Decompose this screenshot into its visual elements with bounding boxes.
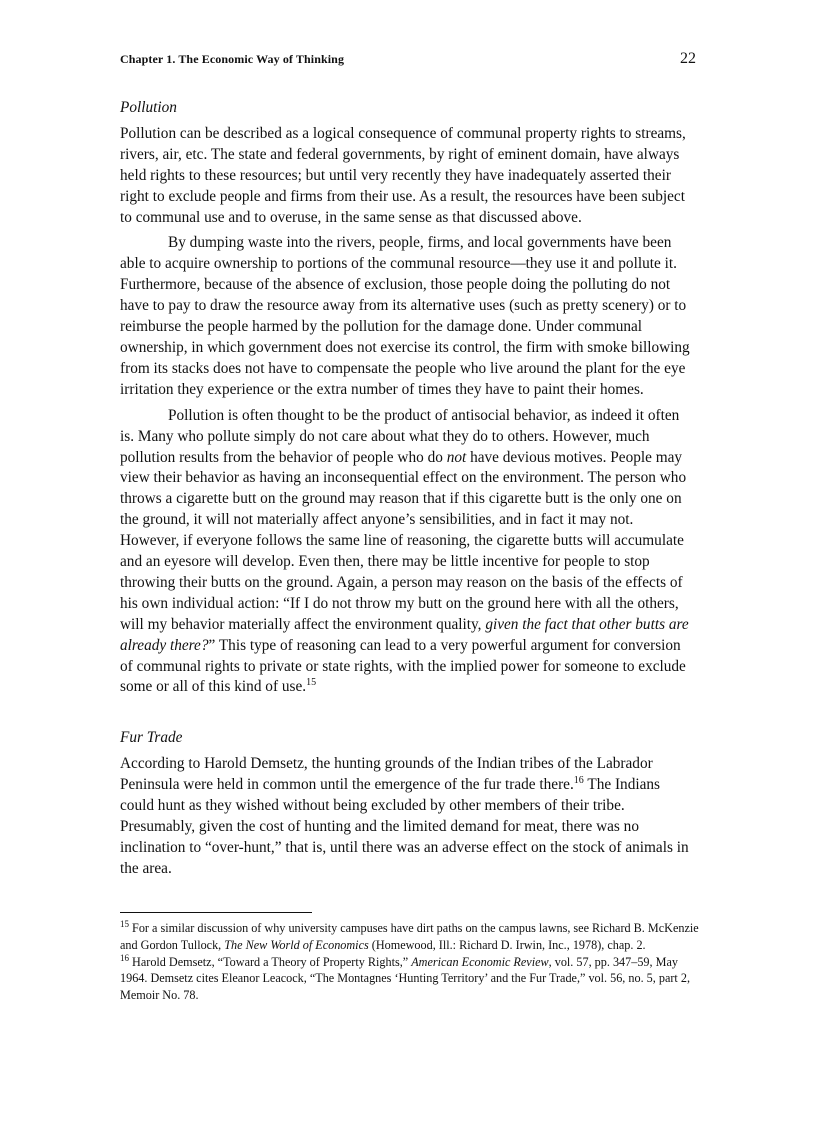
footnote-16 (120, 954, 700, 1004)
footnotes (120, 920, 700, 1004)
chapter-title: Chapter 1. The Economic Way of Thinking (120, 52, 345, 66)
paragraph-text: Pollution is often thought to be the product of antisocial behavior, as indeed it often is. Many who pollute simply do not care about what they do to others. However, much pollution results from the behavior of people who do (120, 406, 680, 466)
footnote-title: American Economic Review (411, 954, 549, 969)
emphasis-text: not (446, 448, 467, 466)
footnote-ref-16[interactable]: 16 (573, 775, 584, 787)
section-heading-pollution: Pollution (120, 99, 177, 116)
section-heading-fur-trade: Fur Trade (120, 729, 183, 747)
running-header (120, 52, 696, 72)
paragraph-text: The Indians could hunt as they wished without being excluded by other members of their tribe. Presumably, given the cost of hunting and the limited demand for meat, there was no inclination to “over-hunt,” that is, until there was an adverse effect on the stock of animals in the area. (120, 776, 689, 877)
footnote-text: Harold Demsetz, “Toward a Theory of Property Rights,” (129, 954, 412, 969)
paragraph-text: According to Harold Demsetz, the hunting grounds of the Indian tribes of the Labrador Peninsula were held in common until the emergence of the fur trade there. (120, 755, 653, 794)
paragraph-text: have devious motives. People may view their behavior as having an inconsequential effect on the environment. The person who throws a cigarette butt on the ground may reason that if this cigarette butt is the only one on the ground, it will not materially affect anyone’s sensibilities, and in fact it may not. However, if everyone follows the same line of reasoning, the cigarette butts will accumulate and an eyesore will develop. Even then, there may be little incentive for people to stop throwing their butts on the ground. Again, a person may reason on the basis of the effects of his own individual action: “If I do not throw my butt on the ground here with all the others, will my behavior materially affect the environment quality, (120, 448, 687, 633)
paragraph-pollution-2: By dumping waste into the rivers, people, firms, and local governments have been able to acquire ownership to portions of the communal resource—they use it and pollute it. Furthermore, because of the absence of exclusion, those people doing the polluting do not have to pay to draw the resource away from its alternative uses (such as pretty scenery) or to reimburse the people harmed by the pollution for the damage done. Under communal ownership, in which government does not exercise its control, the firm with smoke billowing from its stacks does not have to compensate the people who live around the plant for the eye irritation they experience or the extra number of times they have to paint their homes. (120, 234, 690, 398)
page-number: 22 (680, 50, 696, 67)
paragraph-text: ” This type of reasoning can lead to a very powerful argument for conversion of communal rights to private or state rights, with the implied power for someone to exclude some or all of this kind of use. (120, 636, 686, 696)
footnote-text: (Homewood, Ill.: Richard D. Irwin, Inc., 1978), chap. 2. (368, 937, 646, 952)
footnote-number: 16 (120, 952, 129, 963)
footnote-ref-15[interactable]: 15 (306, 677, 317, 689)
emphasis-text: given the fact that other butts are already there? (120, 615, 689, 654)
body-text (120, 98, 696, 881)
footnote-text: , vol. 57, pp. 347–59, May 1964. Demsetz cites Eleanor Leacock, “The Montagnes ‘Hunting Territory’ and the Fur Trade,” vol. 56, no. 5, part 2, Memoir No. 78. (120, 954, 691, 1003)
footnote-number: 15 (120, 919, 129, 929)
footnote-divider (120, 912, 312, 913)
paragraph-pollution-1: Pollution can be described as a logical consequence of communal property rights to streams, rivers, air, etc. The state and federal governments, by right of eminent domain, have always held rights to these resources; but until very recently they have inadequately asserted their right to exclude people and firms from their use. As a result, the resources have been subject to communal use and to overuse, in the same sense as that discussed above. (120, 124, 686, 226)
footnote-text: For a similar discussion of why university campuses have dirt paths on the campus lawns, see Richard B. McKenzie and Gordon Tullock, (120, 921, 699, 952)
paragraph-pollution-3 (120, 406, 696, 699)
paragraph-fur-trade-1 (120, 754, 696, 879)
footnote-title: The New World of Economics (224, 937, 369, 952)
footnote-15 (120, 920, 700, 954)
